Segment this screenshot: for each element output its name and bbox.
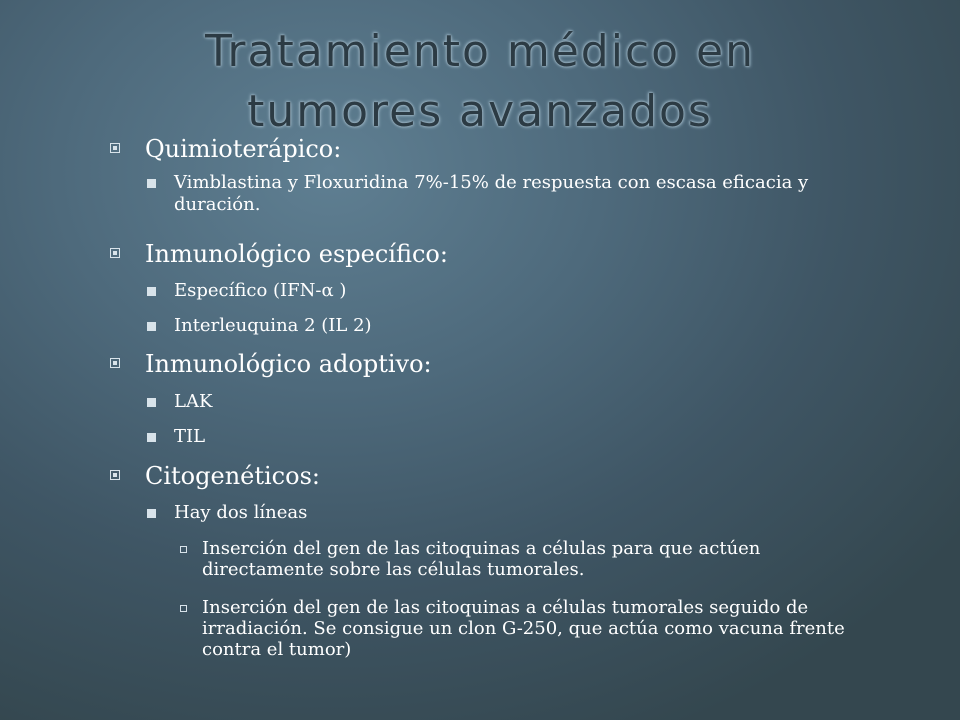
section-heading-inmunologico-especifico — [145, 240, 905, 268]
filled-square-bullet-icon — [147, 322, 156, 331]
filled-square-bullet-icon — [147, 509, 156, 518]
list-item-vimblastina — [174, 172, 854, 216]
slide-title-line-2: tumores avanzados — [247, 86, 713, 137]
sub-item-insercion-2 — [202, 597, 862, 660]
filled-square-bullet-icon — [147, 287, 156, 296]
section-heading-text: Quimioterápico: — [145, 135, 342, 163]
list-item-text: TIL — [174, 426, 206, 447]
list-item-text: LAK — [174, 391, 213, 412]
section-heading-quimioterapico — [145, 135, 905, 163]
list-item-text: Vimblastina y Floxuridina 7%-15% de respuesta con escasa eficacia y duración. — [174, 172, 809, 215]
section-heading-text: Inmunológico adoptivo: — [145, 350, 432, 378]
filled-square-bullet-icon — [147, 398, 156, 407]
list-item-text: Interleuquina 2 (IL 2) — [174, 315, 372, 336]
section-heading-inmunologico-adoptivo — [145, 350, 905, 378]
sub-item-insercion-1 — [202, 538, 862, 580]
slide-title-line-1: Tratamiento médico en — [204, 26, 756, 77]
sub-item-text: Inserción del gen de las citoquinas a células para que actúen directamente sobre las células tumorales. — [202, 538, 761, 580]
list-item-especifico-ifn — [174, 280, 854, 302]
filled-square-bullet-icon — [147, 433, 156, 442]
square-bullet-icon — [110, 143, 120, 153]
square-bullet-icon — [110, 358, 120, 368]
square-bullet-icon — [110, 248, 120, 258]
hollow-square-bullet-icon — [180, 605, 187, 612]
list-item-til — [174, 426, 854, 448]
list-item-lak — [174, 391, 854, 413]
section-heading-text: Citogenéticos: — [145, 462, 320, 490]
sub-item-text: Inserción del gen de las citoquinas a células tumorales seguido de irradiación. Se consigue un clon G-250, que actúa como vacuna frente contra el tumor) — [202, 597, 845, 660]
hollow-square-bullet-icon — [180, 546, 187, 553]
square-bullet-icon — [110, 470, 120, 480]
filled-square-bullet-icon — [147, 179, 156, 188]
list-item-text: Específico (IFN-α ) — [174, 280, 347, 301]
section-heading-text: Inmunológico específico: — [145, 240, 448, 268]
section-heading-citogeneticos — [145, 462, 905, 490]
list-item-interleuquina — [174, 315, 854, 337]
list-item-text: Hay dos líneas — [174, 502, 308, 523]
list-item-hay-dos-lineas — [174, 502, 854, 524]
